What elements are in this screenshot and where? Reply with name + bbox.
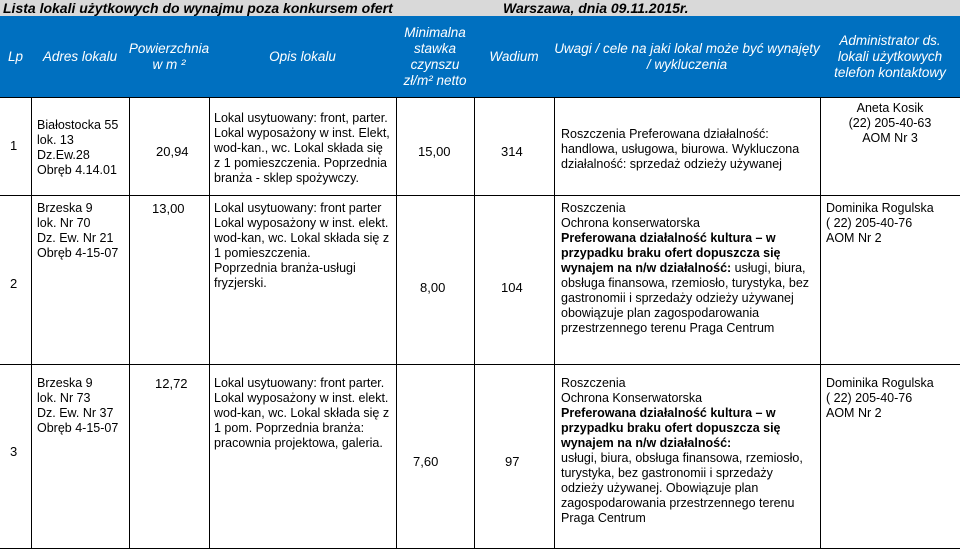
notes-text: usługi, biura, obsługa finansowa, rzemiosło, turystyka, bez gastronomii i sprzedaży odzieży używanej. Obowiązuje plan zagospodarowania przestrzennego terenu Praga Centrum — [561, 451, 803, 525]
title-bar — [0, 0, 960, 16]
header-description: Opis lokalu — [269, 48, 336, 64]
column-divider — [209, 97, 210, 549]
row-deposit: 97 — [505, 454, 520, 469]
row-area: 13,00 — [152, 201, 185, 216]
row-area: 12,72 — [155, 376, 188, 391]
header-lp: Lp — [7, 48, 24, 64]
row-notes — [561, 376, 819, 526]
notes-text: Roszczenia Ochrona Konserwatorska — [561, 376, 703, 405]
notes-text: Roszczenia Ochrona konserwatorska — [561, 201, 700, 230]
row-admin: Dominika Rogulska ( 22) 205-40-76 AOM Nr 2 — [826, 376, 934, 420]
column-divider — [396, 97, 397, 549]
header-notes: Uwagi / cele na jaki lokal może być wynajęty / wykluczenia — [554, 40, 820, 72]
column-divider — [474, 97, 475, 549]
header-area: Powierzchnia w m ² — [128, 40, 210, 72]
row-description: Lokal usytuowany: front parter. Lokal wyposażony w inst. elekt. wod-kan, wc. Lokal składa się z 1 pom. Poprzednia branża: pracownia projektowa, galeria. — [214, 376, 390, 450]
row-admin: Dominika Rogulska ( 22) 205-40-76 AOM Nr 2 — [826, 201, 934, 245]
row-min-rate: 7,60 — [413, 454, 439, 469]
document-title: Lista lokali użytkowych do wynajmu poza konkursem ofert — [3, 0, 393, 16]
header-address: Adres lokalu — [42, 48, 118, 64]
document-place-date: Warszawa, dnia 09.11.2015r. — [503, 0, 689, 16]
row-min-rate: 8,00 — [420, 280, 446, 295]
row-divider — [0, 548, 960, 549]
notes-preferred: Preferowana działalność kultura – w przypadku braku ofert dopuszcza się wynajem na n/w działalność: — [561, 406, 781, 450]
row-lp: 2 — [10, 276, 18, 291]
row-area: 20,94 — [156, 144, 189, 159]
row-description: Lokal usytuowany: front parter Lokal wyposażony w inst. elekt. wod-kan, wc. Lokal składa się z 1 pomieszczenia. Poprzednia branża-usługi fryzjerski. — [214, 201, 390, 290]
header-admin: Administrator ds. lokali użytkowych telefon kontaktowy — [834, 32, 946, 80]
row-divider — [0, 195, 960, 196]
row-address: Brzeska 9 lok. Nr 73 Dz. Ew. Nr 37 Obręb 4-15-07 — [37, 376, 119, 435]
row-deposit: 314 — [501, 144, 523, 159]
row-address: Białostocka 55 lok. 13 Dz.Ew.28 Obręb 4.14.01 — [37, 118, 119, 177]
row-divider — [0, 364, 960, 365]
row-lp: 1 — [10, 138, 18, 153]
column-divider — [554, 97, 555, 549]
notes-preferred: Preferowana działalność kultura – w przypadku braku ofert dopuszcza się wynajem na n/w działalność: — [561, 231, 781, 275]
column-divider — [820, 97, 821, 549]
row-min-rate: 15,00 — [418, 144, 451, 159]
row-deposit: 104 — [501, 280, 523, 295]
column-divider — [129, 97, 130, 549]
header-deposit: Wadium — [489, 48, 539, 64]
row-admin: Aneta Kosik (22) 205-40-63 AOM Nr 3 — [848, 101, 932, 145]
row-divider — [0, 97, 960, 98]
header-min-rate: Minimalna stawka czynszu zł/m² netto — [403, 24, 467, 88]
row-lp: 3 — [10, 444, 18, 459]
column-divider — [31, 97, 32, 549]
table-header — [0, 16, 960, 97]
row-notes — [561, 201, 819, 336]
notes-text: usługi, biura, obsługa finansowa, rzemiosło, turystyka, bez gastronomii i sprzedaży odzieży używanej obowiązuje plan zagospodarowania przestrzennego terenu Praga Centrum — [561, 261, 810, 335]
row-address: Brzeska 9 lok. Nr 70 Dz. Ew. Nr 21 Obręb 4-15-07 — [37, 201, 119, 260]
row-notes: Roszczenia Preferowana działalność: handlowa, usługowa, biurowa. Wykluczona działalność: sprzedaż odzieży używanej — [561, 127, 800, 171]
row-description: Lokal usytuowany: front, parter. Lokal wyposażony w inst. Elekt, wod-kan., wc. Lokal składa się z 1 pomieszczenia. Poprzednia branża - sklep spożywczy. — [214, 111, 390, 185]
